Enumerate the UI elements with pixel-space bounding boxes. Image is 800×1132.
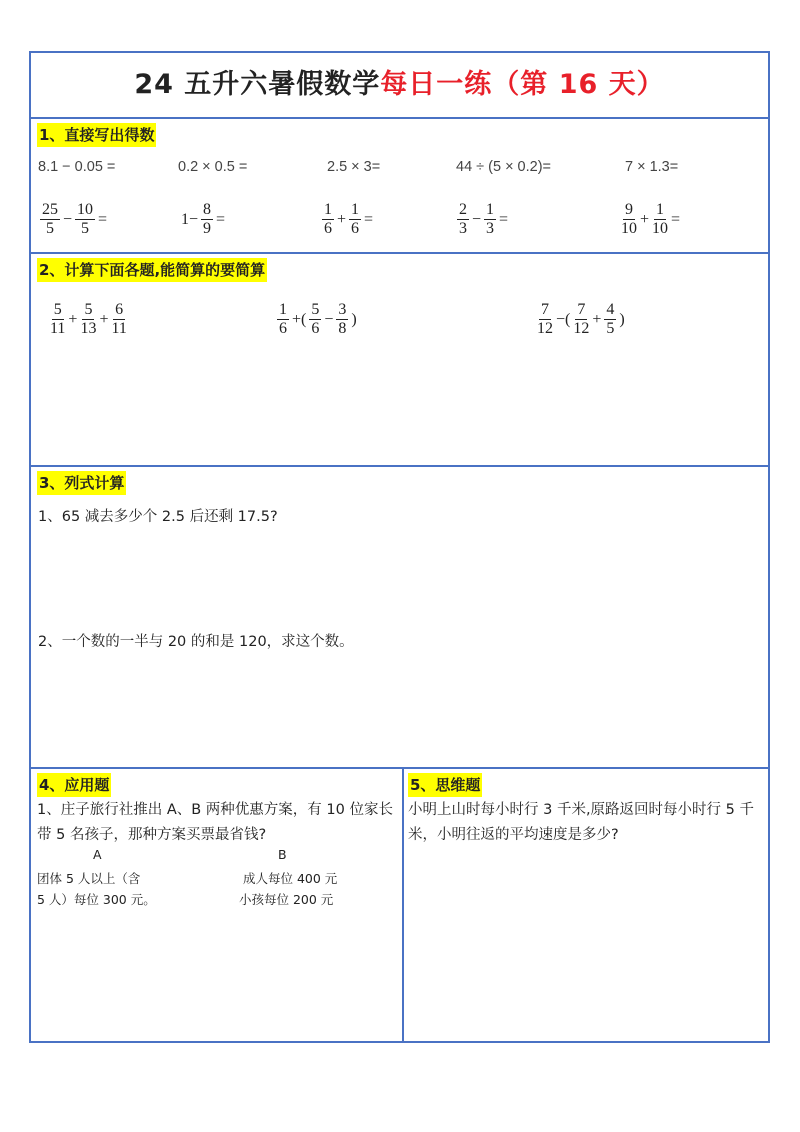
denominator: 3	[486, 220, 495, 237]
plan-b-line1: 成人每位 400 元	[243, 871, 338, 886]
denominator: 12	[537, 320, 553, 337]
decimal-problem: 2.5 × 3=	[327, 159, 381, 175]
fraction	[349, 201, 361, 238]
worksheet	[29, 51, 770, 1043]
thinking-question: 小明上山时每小时行 3 千米,原路返回时每小时行 5 千米，小明往返的平均速度是多少?	[408, 802, 754, 843]
denominator: 8	[338, 320, 347, 337]
fraction	[621, 201, 637, 238]
question-2: 2、一个数的一半与 20 的和是 120，求这个数。	[38, 634, 354, 650]
operator: −	[63, 210, 73, 228]
fraction	[604, 301, 616, 338]
numerator: 9	[625, 201, 633, 218]
fraction	[80, 301, 96, 338]
numerator: 25	[42, 201, 58, 218]
numerator: 1	[486, 201, 495, 218]
decimal-problem: 8.1 − 0.05 =	[38, 159, 116, 175]
fraction-problem	[456, 201, 508, 238]
denominator: 5	[81, 220, 90, 237]
fraction	[537, 301, 553, 338]
decimal-problem: 7 × 1.3=	[625, 159, 679, 175]
numerator: 6	[115, 301, 124, 318]
numerator: 1	[656, 201, 665, 218]
fraction	[201, 201, 213, 238]
fraction	[322, 201, 334, 238]
operator: =	[364, 210, 374, 228]
numerator: 4	[606, 301, 615, 318]
fraction	[40, 201, 60, 238]
numerator: 2	[459, 201, 467, 218]
operator: )	[619, 310, 625, 328]
denominator: 10	[621, 220, 637, 237]
fraction	[50, 301, 65, 338]
numerator: 3	[338, 301, 347, 318]
operator: 1−	[181, 210, 199, 228]
operator: −	[324, 310, 334, 328]
operator: +(	[292, 310, 307, 328]
numerator: 7	[541, 301, 549, 318]
operator: +	[99, 310, 109, 328]
fraction	[309, 301, 321, 338]
numerator: 5	[311, 301, 320, 318]
denominator: 13	[80, 320, 97, 337]
fraction-problem	[321, 201, 373, 238]
numerator: 1	[324, 201, 332, 218]
fraction-problem	[181, 201, 225, 238]
denominator: 12	[573, 320, 590, 337]
fraction	[111, 301, 126, 338]
fraction	[457, 201, 469, 238]
section-simplify	[31, 254, 768, 467]
operator: =	[98, 210, 108, 228]
section-mental-math	[31, 119, 768, 254]
decimal-problem: 44 ÷ (5 × 0.2)=	[456, 159, 552, 175]
denominator: 3	[459, 220, 467, 237]
calc-problem	[536, 301, 625, 338]
denominator: 6	[351, 220, 360, 237]
numerator: 7	[577, 301, 586, 318]
title-day: 每日一练（第 16 天）	[380, 69, 665, 100]
section-heading: 3、列式计算	[37, 471, 126, 495]
denominator: 11	[50, 320, 66, 337]
operator: +	[337, 210, 347, 228]
operator: =	[499, 210, 509, 228]
applied-question: 1、庄子旅行社推出 A、B 两种优惠方案，有 10 位家长带 5 名孩子，那种方案买票最省钱?	[37, 802, 393, 843]
fraction	[484, 201, 496, 238]
fraction	[277, 301, 289, 338]
plan-a-label: A	[93, 847, 102, 862]
operator: =	[216, 210, 226, 228]
numerator: 10	[77, 201, 94, 218]
fraction	[573, 301, 589, 338]
denominator: 11	[111, 320, 127, 337]
applied-problem-panel	[31, 769, 404, 1043]
numerator: 8	[203, 201, 212, 218]
plan-a-line2: 5 人）每位 300 元。	[37, 892, 156, 907]
denominator: 6	[279, 320, 287, 337]
denominator: 9	[203, 220, 212, 237]
operator: +	[68, 310, 78, 328]
denominator: 6	[311, 320, 320, 337]
denominator: 5	[606, 320, 615, 337]
operator: )	[351, 310, 357, 328]
fraction	[75, 201, 95, 238]
fraction	[652, 201, 668, 238]
section-heading: 1、直接写出得数	[37, 123, 156, 147]
section-heading: 5、思维题	[408, 773, 482, 797]
fraction-problem	[39, 201, 107, 238]
denominator: 10	[652, 220, 669, 237]
section-heading: 2、计算下面各题,能简算的要简算	[37, 258, 267, 282]
calc-problem	[276, 301, 357, 338]
question-1: 1、65 减去多少个 2.5 后还剩 17.5?	[38, 509, 278, 525]
section-word-problems	[31, 769, 768, 1043]
operator: =	[671, 210, 681, 228]
numerator: 1	[279, 301, 287, 318]
operator: +	[592, 310, 602, 328]
operator: −(	[556, 310, 571, 328]
thinking-problem-panel	[402, 769, 768, 1043]
plan-b-label: B	[278, 847, 287, 862]
numerator: 5	[53, 301, 62, 318]
plan-a-line1: 团体 5 人以上（含	[37, 871, 141, 886]
operator: +	[640, 210, 650, 228]
worksheet-title	[31, 53, 768, 119]
plan-b-line2: 小孩每位 200 元	[239, 892, 334, 907]
denominator: 5	[46, 220, 54, 237]
denominator: 6	[324, 220, 332, 237]
fraction	[336, 301, 348, 338]
numerator: 5	[84, 301, 93, 318]
calc-problem	[49, 301, 128, 338]
operator: −	[472, 210, 482, 228]
decimal-problem: 0.2 × 0.5 =	[178, 159, 248, 175]
section-heading: 4、应用题	[37, 773, 111, 797]
fraction-problem	[620, 201, 680, 238]
title-main: 24 五升六暑假数学	[134, 69, 381, 100]
section-equations	[31, 467, 768, 769]
numerator: 1	[351, 201, 360, 218]
